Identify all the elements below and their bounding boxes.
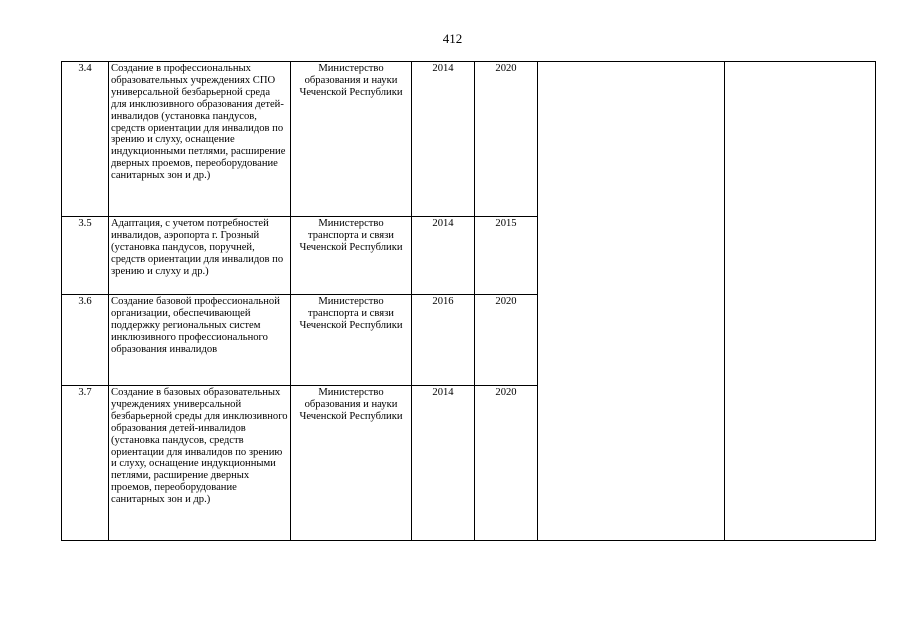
empty-column-6 [538,62,725,541]
end-year: 2020 [475,386,538,541]
empty-column-7 [725,62,876,541]
row-number: 3.5 [62,217,109,295]
measure-name: Адаптация, с учетом потребностей инвалидов, аэропорта г. Грозный (установка пандусов, поручней, средств ориентации для инвалидов по зрению и слуху и др.) [109,217,291,295]
end-year: 2020 [475,62,538,217]
measure-name: Создание в профессиональных образовательных учреждениях СПО универсальной безбарьерной среда для инклюзивного образования детей-инвалидов (установка пандусов, средств ориентации для инвалидов по зрению и слуху, оснащение индукционными петлями, расширение дверных проемов, переоборудование санитарных зон и др.) [109,62,291,217]
start-year: 2016 [412,295,475,386]
row-number: 3.6 [62,295,109,386]
executor: Министерство транспорта и связи Чеченской Республики [291,295,412,386]
start-year: 2014 [412,62,475,217]
measure-name: Создание в базовых образовательных учреждениях универсальной безбарьерной среды для инклюзивного образования детей-инвалидов (установка пандусов, средств ориентации для инвалидов по зрению и слуху, оснащение индукционными петлями, расширение дверных проемов, переоборудование санитарных зон и др.) [109,386,291,541]
executor: Министерство транспорта и связи Чеченской Республики [291,217,412,295]
row-number: 3.4 [62,62,109,217]
measures-table [61,61,876,541]
start-year: 2014 [412,386,475,541]
end-year: 2020 [475,295,538,386]
start-year: 2014 [412,217,475,295]
page-number: 412 [442,31,463,46]
executor: Министерство образования и науки Чеченской Республики [291,386,412,541]
measure-name: Создание базовой профессиональной организации, обеспечивающей поддержку региональных систем инклюзивного профессионального образования инвалидов [109,295,291,386]
row-number: 3.7 [62,386,109,541]
executor: Министерство образования и науки Чеченской Республики [291,62,412,217]
end-year: 2015 [475,217,538,295]
table-row [62,62,876,217]
